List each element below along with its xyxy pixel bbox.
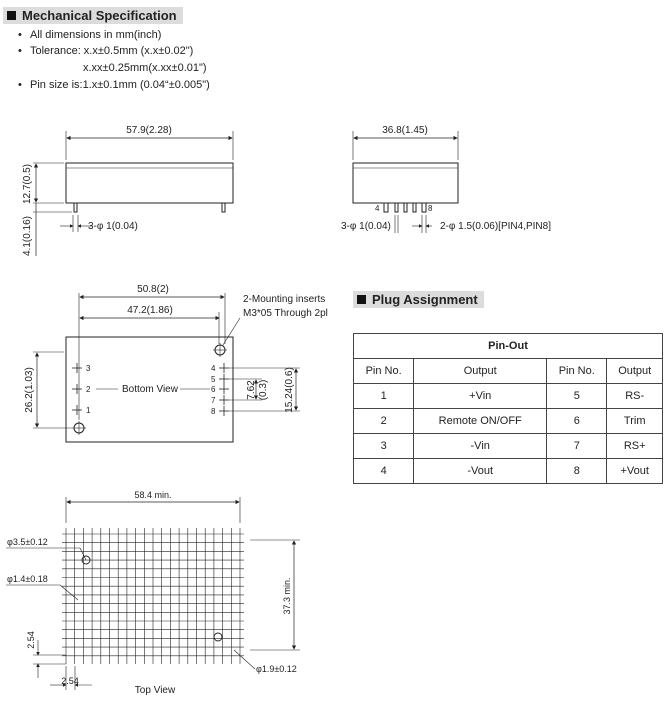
bottom-height-label: 26.2(1.03)	[24, 367, 35, 413]
pin	[384, 203, 388, 212]
top-view-label: Top View	[134, 685, 176, 696]
pin-label: 7	[211, 396, 216, 405]
side-pin-note: 3-φ 1(0.04)	[88, 221, 138, 232]
table-row: 4 -Vout 8 +Vout	[354, 459, 663, 484]
table-row: 1 +Vin 5 RS-	[354, 384, 663, 409]
top-width-label: 58.4 min.	[134, 490, 172, 500]
pin	[404, 203, 407, 212]
pin-label: 2	[86, 385, 91, 394]
top-view-drawing	[6, 497, 300, 690]
end-view-drawing	[353, 131, 458, 233]
side-width-label: 57.9(2.28)	[126, 125, 172, 136]
spec-line-2: • Tolerance: x.x±0.5mm (x.x±0.02")	[18, 45, 194, 57]
end-pin-note: 3-φ 1(0.04)	[341, 221, 391, 232]
pin-label: 8	[211, 407, 216, 416]
pin	[222, 203, 225, 212]
end-pin-note-2: 2-φ 1.5(0.06)[PIN4,PIN8]	[440, 221, 551, 232]
end-pin8-label: 8	[428, 204, 433, 213]
hole2-label: φ1.4±0.18	[7, 574, 48, 584]
side-view-drawing	[33, 131, 233, 256]
pin-label: 1	[86, 406, 91, 415]
pinout-table-title: Pin-Out	[354, 334, 663, 359]
mounting-hole	[214, 633, 222, 641]
spec-line-4: • Pin size is:1.x±0.1mm (0.04“±0.005")	[18, 79, 210, 91]
hole3-label: φ1.9±0.12	[256, 664, 297, 674]
bottom-dim3b-label: (0.3)	[258, 379, 269, 401]
end-width-label: 36.8(1.45)	[382, 125, 428, 136]
pitch-v-label: 2.54	[26, 631, 36, 649]
pin-label: 5	[211, 375, 216, 384]
spec-line-3: x.xx±0.25mm(x.xx±0.01")	[83, 62, 207, 74]
pin-length-label: 4.1(0.16)	[22, 215, 33, 257]
pin-label: 3	[86, 364, 91, 373]
pin-label: 6	[211, 385, 216, 394]
table-header-row: Pin No. Output Pin No. Output	[354, 359, 663, 384]
spec-line-1: • All dimensions in mm(inch)	[18, 29, 162, 41]
side-height-label: 12.7(0.5)	[22, 163, 33, 205]
inserts-label-2: M3*05 Through 2pl	[243, 308, 328, 319]
module-body-end	[353, 163, 458, 203]
bottom-dim1-label: 50.8(2)	[137, 284, 169, 295]
plug-assignment-title: Plug Assignment	[372, 292, 478, 307]
bottom-dim4-label: 15.24(0.6)	[284, 367, 295, 413]
end-pin4-label: 4	[375, 204, 380, 213]
table-row: 3 -Vin 7 RS+	[354, 434, 663, 459]
mechanical-spec-title: Mechanical Specification	[22, 8, 177, 23]
pin	[395, 203, 398, 212]
heatsink-grid	[62, 528, 244, 664]
table-row: 2 Remote ON/OFF 6 Trim	[354, 409, 663, 434]
pin-label: 4	[211, 364, 216, 373]
bottom-dim3-label: 7.62	[246, 380, 257, 400]
bottom-view-label: Bottom View	[122, 384, 178, 395]
hole1-label: φ3.5±0.12	[7, 537, 48, 547]
pin	[413, 203, 416, 212]
top-height-label: 37.3 min.	[282, 577, 292, 615]
module-body-side	[66, 163, 233, 203]
pitch-h-label: 2.54	[61, 676, 79, 686]
pin	[422, 203, 426, 212]
inserts-label-1: 2-Mounting inserts	[243, 294, 326, 305]
bottom-dim2-label: 47.2(1.86)	[127, 305, 173, 316]
pin	[74, 203, 77, 212]
